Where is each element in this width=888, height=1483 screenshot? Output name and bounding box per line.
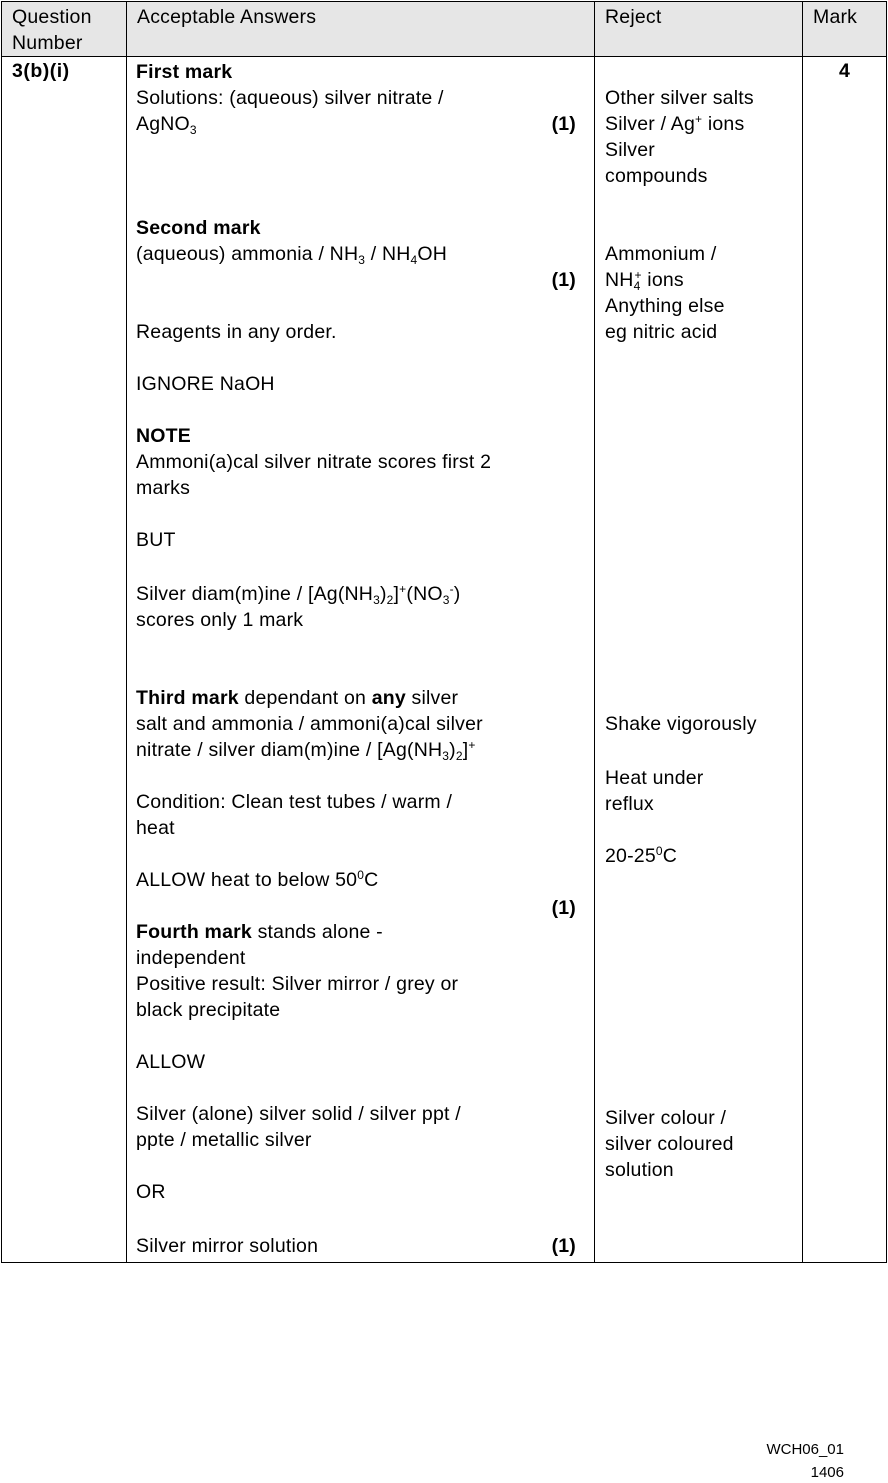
or-text: OR — [136, 1181, 166, 1203]
diamine-line: scores only 1 mark — [136, 609, 304, 631]
second-mark-heading: Second mark — [136, 217, 261, 239]
first-mark-heading: First mark — [136, 61, 233, 83]
mark-cell — [803, 57, 887, 1263]
solutions-line: Solutions: (aqueous) silver nitrate / — [136, 87, 444, 109]
fourth-mark-line: independent — [136, 947, 246, 969]
reject-item: $20-25^0C$ — [605, 844, 678, 867]
header-acceptable-answers: Acceptable Answers — [127, 2, 595, 57]
ignore-naoh-text: IGNORE NaOH — [136, 373, 275, 395]
but-text: BUT — [136, 529, 176, 551]
silver-mirror-solution-line: Silver mirror solution — [136, 1235, 319, 1257]
reject-item: compounds — [605, 165, 708, 187]
third-mark-line: salt and ammonia / ammoni(a)cal silver — [136, 713, 483, 735]
question-number: 3(b)(i) — [12, 60, 70, 82]
condition-line: Condition: Clean test tubes / warm / — [136, 791, 453, 813]
positive-result-line: Positive result: Silver mirror / grey or — [136, 973, 459, 995]
reject-item: eg nitric acid — [605, 321, 718, 343]
reject-item: Silver — [605, 139, 655, 161]
table-row — [2, 57, 887, 1263]
note-line: marks — [136, 477, 191, 499]
note-heading: NOTE — [136, 425, 191, 447]
agno3-formula: AgNO$_3$ — [136, 113, 197, 137]
reject-item: Heat under — [605, 767, 704, 789]
fourth-mark-line: Fourth mark stands alone - — [136, 921, 383, 943]
reject-item: Silver colour / — [605, 1107, 727, 1129]
reject-item: silver coloured — [605, 1133, 734, 1155]
note-line: Ammoni(a)cal silver nitrate scores first 2 — [136, 451, 492, 473]
ammonia-line: (aqueous) ammonia / $NH_3 / NH_4OH$ — [136, 243, 448, 267]
silver-alone-line: Silver (alone) silver solid / silver ppt / — [136, 1103, 461, 1125]
allow-text: ALLOW — [136, 1051, 206, 1073]
silver-alone-line: ppte / metallic silver — [136, 1129, 312, 1151]
exam-session: 1406 — [810, 1464, 844, 1481]
mark-indicator: (1) — [551, 1235, 576, 1257]
paper-code: WCH06_01 — [766, 1441, 844, 1458]
header-reject: Reject — [595, 2, 803, 57]
mark-scheme-table — [1, 1, 887, 1263]
acceptable-answers-cell — [127, 57, 595, 1263]
mark-indicator: (1) — [551, 269, 576, 291]
total-mark: 4 — [839, 60, 851, 82]
mark-indicator: (1) — [551, 113, 576, 135]
reject-item: solution — [605, 1159, 674, 1181]
diamine-line: Silver diam(m)ine / $[Ag(NH_3)_2]^+(NO_3^-)$ — [136, 582, 461, 607]
reject-cell — [595, 57, 803, 1263]
header-question-number: Question Number — [2, 2, 127, 57]
third-mark-line: nitrate / silver diam(m)ine / $[Ag(NH_3)_2]^+$ — [136, 738, 476, 763]
reject-item: Silver / Ag+ ions — [605, 112, 745, 135]
header-row — [2, 2, 887, 57]
positive-result-line: black precipitate — [136, 999, 281, 1021]
third-mark-line: Third mark dependant on any silver — [136, 687, 459, 709]
reagents-order-text: Reagents in any order. — [136, 321, 337, 343]
question-number-cell — [2, 57, 127, 1263]
condition-line: heat — [136, 817, 175, 839]
allow-heat-line: ALLOW heat to below $50^0C$ — [136, 868, 379, 891]
reject-item: Ammonium / — [605, 243, 717, 265]
reject-item: Shake vigorously — [605, 713, 757, 735]
reject-item: Other silver salts — [605, 87, 754, 109]
reject-item: Anything else — [605, 295, 725, 317]
reject-item: $NH_4^+$ ions — [605, 268, 684, 293]
header-mark: Mark — [803, 2, 887, 57]
reject-item: reflux — [605, 793, 654, 815]
mark-indicator: (1) — [551, 897, 576, 919]
